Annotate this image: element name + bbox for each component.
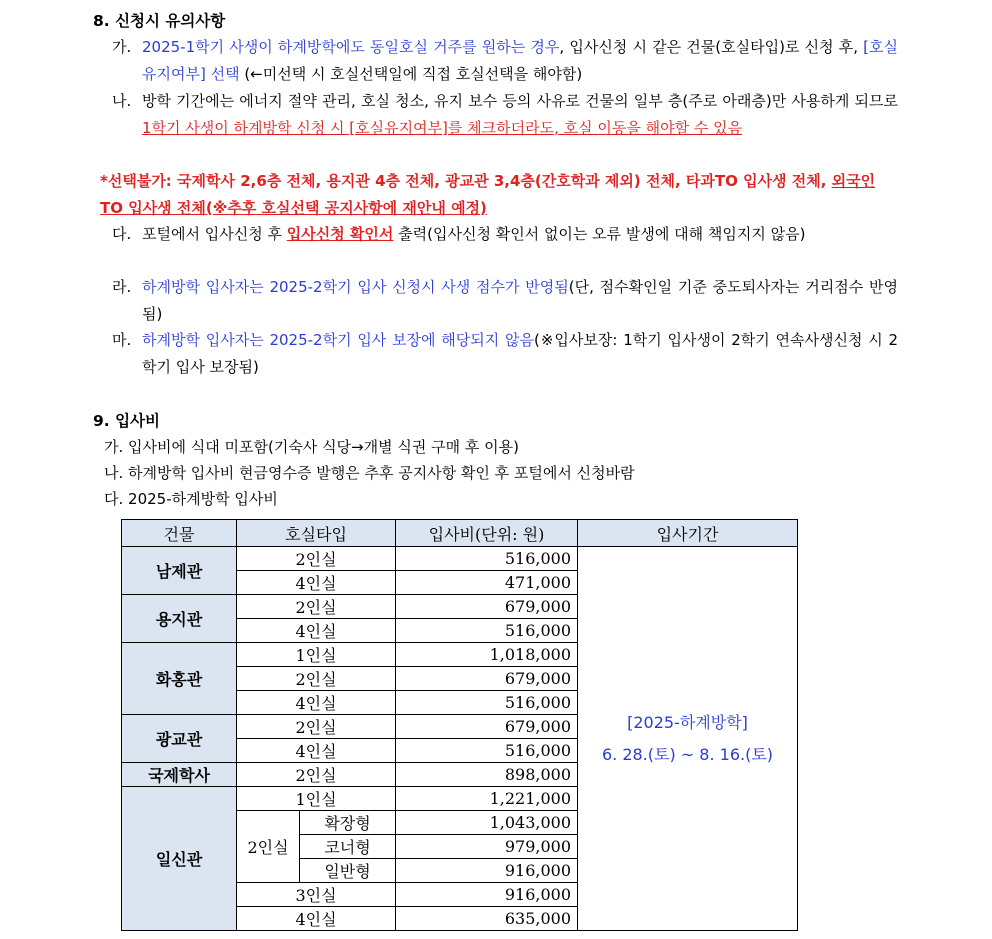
building-intl: 국제학사: [122, 763, 237, 787]
notice-item-e: [112, 327, 899, 376]
warning-text-underlined: 외국인TO 입사생 전체(※추후 호실선택 공지사항에 재안내 예정): [100, 172, 876, 217]
fee-value: 679,000: [396, 595, 578, 619]
fee-value: 916,000: [396, 883, 578, 907]
notice-text: 방학 기간에는 에너지 절약 관리, 호실 청소, 유지 보수 등의 사유로 건물의 일부 층(주로 아래층)만 사용하게 되므로: [142, 92, 898, 110]
notice-item-a: [112, 34, 898, 83]
fee-value: 679,000: [396, 715, 578, 739]
table-header-row: [122, 520, 798, 547]
item-marker: 다.: [112, 225, 132, 243]
item-marker: 가.: [112, 38, 132, 56]
fee-note-c: 다. 2025-하계방학 입사비: [104, 490, 278, 508]
room-type: 3인실: [237, 883, 396, 907]
building-hwahong: 화홍관: [122, 643, 237, 715]
room-subtype: 코너형: [300, 835, 396, 859]
notice-item-b: [112, 88, 898, 137]
notice-item-c: [112, 221, 898, 248]
room-type: 4인실: [237, 691, 396, 715]
room-type: 4인실: [237, 907, 396, 931]
notice-text: (※입사보장: 1학기 입사생이 2학기 연속사생신청 시 2학기 입사 보장됨): [142, 331, 899, 376]
header-fee: 입사비(단위: 원): [396, 520, 578, 547]
room-type: 2인실: [237, 715, 396, 739]
header-building: 건물: [122, 520, 237, 547]
room-subtype: 일반형: [300, 859, 396, 883]
fee-value: 979,000: [396, 835, 578, 859]
notice-highlight: 하계방학 입사자는 2025-2학기 입사 보장에 해당되지 않음: [142, 331, 535, 349]
fee-note-a: 가. 입사비에 식대 미포함(기숙사 식당→개별 식권 구매 후 이용): [104, 438, 519, 456]
building-yongji: 용지관: [122, 595, 237, 643]
building-namje: 남제관: [122, 547, 237, 595]
fee-value: 916,000: [396, 859, 578, 883]
item-marker: 마.: [112, 331, 132, 349]
item-marker: 나.: [112, 92, 132, 110]
room-type: 4인실: [237, 739, 396, 763]
fee-value: 516,000: [396, 739, 578, 763]
notice-text: , 입사신청 시 같은 건물(호실타입)로 신청 후,: [559, 38, 864, 56]
section-8-title: 8. 신청시 유의사항: [93, 12, 226, 30]
building-ilsin: 일신관: [122, 787, 237, 931]
period-label: [2025-하계방학]: [627, 712, 748, 732]
room-type: 2인실: [237, 763, 396, 787]
item-marker: 라.: [112, 278, 132, 296]
fee-value: 1,018,000: [396, 643, 578, 667]
fee-value: 516,000: [396, 691, 578, 715]
room-subtype: 확장형: [300, 811, 396, 835]
notice-warning-text: 1학기 사생이 하계방학 신청 시 [호실유지여부]를 체크하더라도, 호실 이동을 해야할 수 있음: [142, 118, 743, 137]
selection-restriction-warning: [100, 168, 898, 221]
table-row: [122, 547, 798, 571]
fee-value: 516,000: [396, 547, 578, 571]
room-type: 1인실: [237, 787, 396, 811]
notice-text: (단, 점수확인일 기준 중도퇴사자는 거리점수 반영됨): [142, 278, 899, 323]
stay-period: [578, 547, 798, 931]
section-9-title: 9. 입사비: [93, 412, 160, 430]
building-gwanggyo: 광교관: [122, 715, 237, 763]
room-type: 2인실: [237, 547, 396, 571]
room-type: 2인실: [237, 595, 396, 619]
fee-value: 679,000: [396, 667, 578, 691]
fee-value: 1,043,000: [396, 811, 578, 835]
room-type: 1인실: [237, 643, 396, 667]
warning-text: *선택불가: 국제학사 2,6층 전체, 용지관 4층 전체, 광교관 3,4층(간호학과 제외) 전체, 타과TO 입사생 전체,: [100, 172, 832, 190]
notice-text: 출력(입사신청 확인서 없이는 오류 발생에 대해 책임지지 않음): [393, 225, 806, 243]
notice-text: 포털에서 입사신청 후: [142, 225, 287, 243]
room-type: 4인실: [237, 619, 396, 643]
notice-highlight: 하계방학 입사자는 2025-2학기 입사 신청시 사생 점수가 반영됨: [142, 278, 569, 296]
dormitory-fee-table: [121, 519, 798, 931]
room-type-group: 2인실: [237, 811, 300, 883]
header-room-type: 호실타입: [237, 520, 396, 547]
notice-text: (←미선택 시 호실선택일에 직접 호실선택을 해야함): [239, 64, 583, 83]
notice-highlight: [호실유지여부] 선택: [142, 38, 898, 83]
fee-note-b: 나. 하계방학 입사비 현금영수증 발행은 추후 공지사항 확인 후 포털에서 신청바람: [104, 464, 635, 482]
fee-value: 471,000: [396, 571, 578, 595]
notice-highlight: 2025-1학기 사생이 하계방학에도 동일호실 거주를 원하는 경우: [142, 38, 560, 56]
notice-item-d: [112, 274, 899, 323]
fee-value: 516,000: [396, 619, 578, 643]
notice-confirmation-form: 입사신청 확인서: [286, 225, 394, 243]
fee-value: 635,000: [396, 907, 578, 931]
period-dates: 6. 28.(토) ~ 8. 16.(토): [601, 744, 774, 764]
room-type: 4인실: [237, 571, 396, 595]
room-type: 2인실: [237, 667, 396, 691]
fee-value: 898,000: [396, 763, 578, 787]
header-period: 입사기간: [578, 520, 798, 547]
fee-value: 1,221,000: [396, 787, 578, 811]
